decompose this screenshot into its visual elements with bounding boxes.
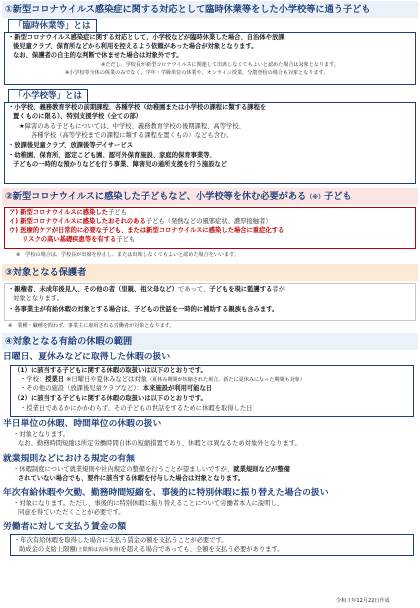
tab-rinji: 「臨時休業等」とは — [8, 19, 97, 33]
box-halfday — [10, 431, 414, 449]
child-i-rest: 子ども（発熱などの風邪症状、濃厚接触者） — [145, 218, 272, 225]
box-wage — [10, 534, 414, 556]
h-rules: 就業規則などにおける規定の有無 — [3, 454, 135, 464]
section2-note: ※ 学校の場合は、学校長が出席を停止し、または出席しなくてもよいと認めた場合をいいます。 — [16, 252, 239, 258]
transfer-line1: ・対象になります。ただし、事後的に特別休暇に振り替えることについて労働者本人に説明し、 — [13, 500, 284, 507]
box-transfer — [10, 500, 414, 518]
box-shogakko — [4, 102, 416, 184]
guardian-line2: ・各事業主が有給休暇の対象とする場合は、子どもの世話を一時的に補助する親族も含みます。 — [8, 306, 279, 313]
guardian-line1-b: であって、 — [178, 286, 210, 293]
shogakko-line1: ・小学校、義務教育学校の前期課程、各種学校（幼稚園または小学校の課程に類する課程を — [8, 104, 267, 111]
section2-title-main: ②新型コロナウイルスに感染した子どもなど、小学校等を休む必要がある — [5, 191, 307, 202]
box-guardians — [4, 283, 416, 321]
shogakko-line7: 子どもの一時的な預かりなどを行う事業、障害児の通所支援を行う施設など — [13, 161, 228, 168]
sunday-school-note: ※日曜日や夏休みなどは対象 — [66, 376, 147, 383]
rules-line1 — [13, 466, 290, 474]
tab-shogakko: 「小学校等」とは — [8, 89, 88, 103]
sunday-other-day: 本来施設が利用可能な日 — [142, 385, 213, 392]
section3-title: ③対象となる保護者 — [2, 264, 418, 281]
section2-title-end: 子ども — [324, 191, 352, 202]
guardian-line1 — [8, 286, 285, 294]
rinji-line2: 後児童クラブ、保育所などから利用を控えるよう依頼があった場合が対象となります。 — [13, 43, 258, 50]
sunday-school: ・学校： — [20, 376, 46, 383]
child-a-rest: 子ども — [107, 209, 127, 216]
section3-note: ※ 業種・職種を問わず、事業主に雇用される労働者が対象となります。 — [8, 323, 175, 329]
shogakko-line2: 置くものに限る）、特別支援学校（全ての部） — [13, 113, 143, 120]
child-a-bold: 新型コロナウイルスに感染した — [20, 209, 108, 216]
box-sunday — [10, 365, 414, 417]
section1-title: ①新型コロナウイルス感染症に関する対応として臨時休業等をした小学校等に通う子ども — [2, 1, 418, 18]
child-a — [9, 209, 127, 217]
guardian-line1-a: ・親権者、未成年後見人、その他の者（里親、祖父母など） — [8, 286, 179, 293]
shogakko-line5: ・放課後児童クラブ、放課後等デイサービス — [8, 142, 133, 149]
shogakko-line6: ・幼稚園、保育所、認定こども園、認可外保育施設、家庭的保育事業等、 — [8, 152, 216, 159]
sunday-school-note2: （夏休み期間が短縮された場合、新たに夏休みになった期間も対象） — [146, 377, 305, 383]
sunday-r1-b — [20, 385, 212, 393]
wage-line2-b: (上限額は表面参照) — [75, 547, 121, 553]
child-a-mark: ア) — [9, 209, 19, 216]
child-u-bold2: リスクの高い基礎疾患等を有する — [22, 236, 117, 243]
sunday-r2: （2）に該当する子どもに関する休暇の取扱いは以下のとおりです。 — [14, 395, 207, 402]
child-i-bold: 新型コロナウイルスに感染したおそれのある — [20, 218, 146, 225]
section2-title-note: （※） — [306, 194, 325, 201]
rules-line2: されていない場合でも、要件に該当する休暇を付与した場合は対象となります。 — [18, 475, 245, 482]
child-i — [9, 218, 272, 226]
section2-title — [2, 188, 418, 205]
box-rinji — [4, 32, 416, 85]
wage-line2-a: 助成金の支給上限額 — [19, 546, 76, 553]
guardian-line1-cont: 対象となります。 — [13, 295, 63, 302]
child-u-bold: 医療的ケアが日常的に必要な子ども、または新型コロナウイルスに感染した場合に重症化する — [20, 227, 285, 234]
sunday-r1-a — [20, 376, 305, 384]
rinji-line1: ・新型コロナウイルス感染症に関する対応として、小学校などが臨時休業した場合、自治体や放課 — [8, 34, 285, 41]
rinji-line3: なお、保護者の自主的な判断で休ませた場合は対象外です。 — [13, 52, 183, 59]
rinji-note2: ※小学校等全体の休業のみでなく、学年・学級単位の休業や、オンライン授業、分散登校の場合も対象となります。 — [65, 70, 329, 76]
child-i-mark: イ) — [9, 218, 19, 225]
sunday-r2-a: ・授業日であるかにかかわらず、その子どもの世話をするために休暇を取得した日 — [20, 405, 253, 412]
sunday-r1: （1）に該当する子どもに関する休暇の取扱いは以下のとおりです。 — [14, 367, 207, 374]
child-u-rest: 子ども — [116, 236, 136, 243]
rinji-note1: ※ただし、学校長が新型コロナウイルスに関連して出席しなくてもよいと認めた場合は対象となります。 — [101, 62, 339, 68]
child-u — [9, 227, 284, 235]
wage-line1: ・年次有給休暇を取得した場合に支払う賃金の額を支払うことが必要です。 — [14, 537, 228, 544]
sunday-other: ・その他の施設（放課後児童クラブなど）： — [20, 385, 143, 392]
halfday-line2: なお、勤務時間短縮は所定労働時間自体の短縮措置であり、休暇とは異なるため対象外となります。 — [18, 440, 301, 447]
child-u-mark: ウ) — [9, 227, 19, 234]
h-transfer: 年次有給休暇や欠勤、勤務時間短縮を、事後的に特別休暇に振り替えた場合の扱い — [3, 488, 329, 498]
rules-line1-a: ・休暇制度について就業規則や社内規定の整備を行うことが望ましいですが、 — [13, 466, 234, 473]
box-children — [4, 207, 416, 249]
sunday-school-day: 授業日 — [45, 376, 65, 383]
halfday-line1: ・対象となります。 — [13, 431, 70, 438]
wage-line2-c: を超える場合であっても、全額を支払う必要があります。 — [120, 546, 284, 553]
guardian-line1-d: 者が — [272, 286, 285, 293]
h-wage: 労働者に対して支払う賃金の額 — [3, 522, 127, 532]
footer-date: 令和３年12月22日作成 — [336, 598, 390, 604]
shogakko-line3: ★障害のある子どもについては、中学校、義務教育学校の後期課程、高等学校、 — [19, 123, 245, 130]
section4-title: ④対象となる有給の休暇の範囲 — [2, 333, 418, 350]
transfer-line2: 同意を得ていただくことが必要です。 — [18, 509, 125, 516]
box-rules — [10, 466, 414, 484]
h-sunday: 日曜日、夏休みなどに取得した休暇の扱い — [3, 352, 171, 362]
wage-line2 — [19, 546, 284, 554]
guardian-line1-c: 子どもを現に監護する — [209, 286, 273, 293]
child-u-cont — [22, 236, 135, 244]
rules-line1-b: 就業規則などが整備 — [233, 466, 290, 473]
h-halfday: 半日単位の休暇、時間単位の休暇の扱い — [3, 419, 162, 429]
shogakko-line4: 各種学校（高等学校までの課程に類する課程を置くもの）なども含む。 — [31, 132, 233, 139]
